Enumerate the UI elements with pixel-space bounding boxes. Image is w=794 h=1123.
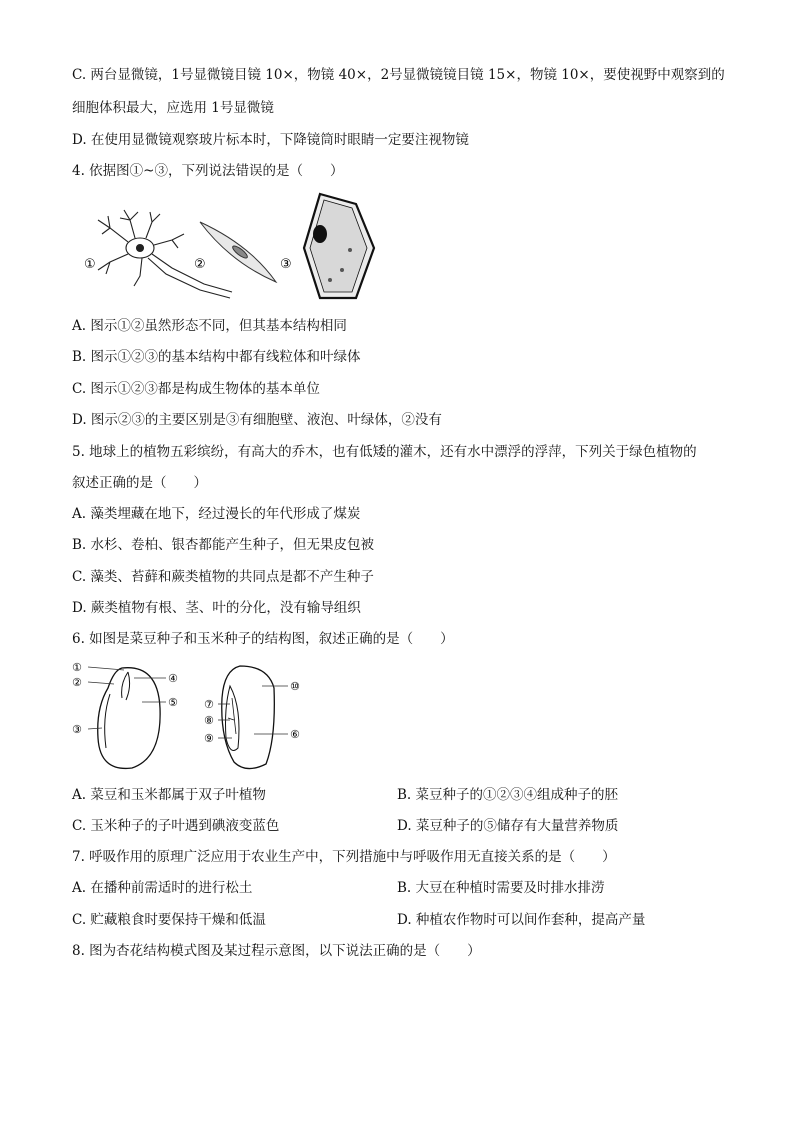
q6-option-a: A. 菜豆和玉米都属于双子叶植物 [72,787,266,803]
q7-option-a: A. 在播种前需适时的进行松土 [72,880,253,896]
corn-seed-drawing [222,666,275,769]
q7-option-c: C. 贮藏粮食时要保持干燥和低温 [72,912,266,928]
q5-option-a: A. 藻类埋藏在地下，经过漫长的年代形成了煤炭 [72,506,361,522]
q7-option-d: D. 种植农作物时可以间作套种，提高产量 [397,912,646,928]
q5-stem-line1: 5. 地球上的植物五彩缤纷，有高大的乔木，也有低矮的灌木，还有水中漂浮的浮萍，下列关于绿色植物的 [72,444,697,460]
corn-label-9: ⑨ [204,732,214,745]
plant-cell-drawing [304,194,374,298]
q3-option-c-line1: C. 两台显微镜，1号显微镜目镜 10×，物镜 40×，2号显微镜镜目镜 15×，物镜 10×，要使视野中观察到的 [72,67,725,83]
bean-label-3: ③ [72,723,82,736]
bean-label-4: ④ [168,672,178,685]
q4-stem: 4. 依据图①~③，下列说法错误的是（ ） [72,163,344,179]
q4-option-b: B. 图示①②③的基本结构中都有线粒体和叶绿体 [72,349,361,365]
q6-stem: 6. 如图是菜豆种子和玉米种子的结构图，叙述正确的是（ ） [72,631,454,647]
q5-option-b: B. 水杉、卷柏、银杏都能产生种子，但无果皮包被 [72,537,375,553]
q5-option-d: D. 蕨类植物有根、茎、叶的分化，没有输导组织 [72,600,361,616]
q3-option-c-line2: 细胞体积最大，应选用 1号显微镜 [72,100,274,116]
fig-label-3: ③ [280,257,292,272]
q4-option-a: A. 图示①②虽然形态不同，但其基本结构相同 [72,318,347,334]
q7-option-b: B. 大豆在种植时需要及时排水排涝 [397,880,605,896]
bean-label-5: ⑤ [168,696,178,709]
q5-option-c: C. 藻类、苔藓和蕨类植物的共同点是都不产生种子 [72,569,374,585]
q8-stem: 8. 图为杏花结构模式图及某过程示意图，以下说法正确的是（ ） [72,943,481,959]
q5-stem-line2: 叙述正确的是（ ） [72,475,207,491]
neuron-drawing [98,210,232,298]
seed-figure [70,658,320,776]
corn-label-7: ⑦ [204,698,214,711]
corn-label-8: ⑧ [204,714,214,727]
bean-seed-drawing [98,668,160,769]
bean-label-2: ② [72,676,82,689]
fig-label-1: ① [84,257,96,272]
q4-option-d: D. 图示②③的主要区别是③有细胞壁、液泡、叶绿体，②没有 [72,412,442,428]
q7-stem: 7. 呼吸作用的原理广泛应用于农业生产中，下列措施中与呼吸作用无直接关系的是（ ） [72,849,616,865]
q6-option-c: C. 玉米种子的子叶遇到碘液变蓝色 [72,818,280,834]
q3-option-d: D. 在使用显微镜观察玻片标本时，下降镜筒时眼睛一定要注视物镜 [72,132,469,148]
corn-label-6: ⑥ [290,728,300,741]
q6-option-b: B. 菜豆种子的①②③④组成种子的胚 [397,787,619,803]
q4-option-c: C. 图示①②③都是构成生物体的基本单位 [72,381,320,397]
muscle-cell-drawing [200,222,276,282]
q6-option-d: D. 菜豆种子的⑤储存有大量营养物质 [397,818,619,834]
fig-label-2: ② [194,257,206,272]
corn-label-10: ⑩ [290,680,300,693]
bean-label-1: ① [72,661,82,674]
cell-figure [80,190,380,305]
